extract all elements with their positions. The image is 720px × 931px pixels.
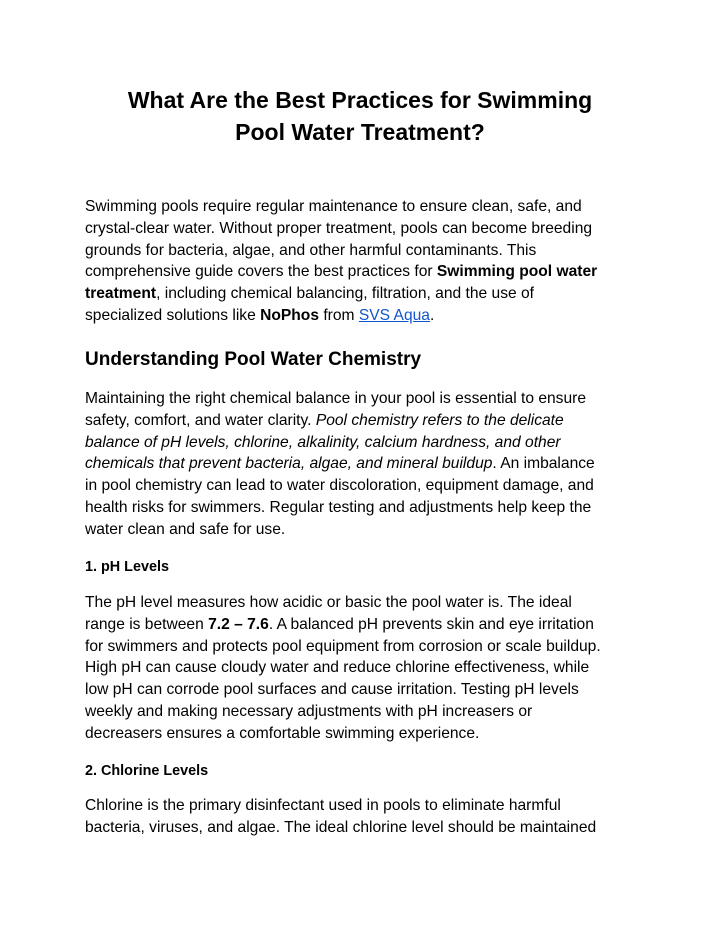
intro-text: specialized solutions like [85,306,261,324]
chemistry-line [85,410,645,432]
ph-line: weekly and making necessary adjustments with pH increasers or [85,702,533,720]
chemistry-line [85,453,645,475]
ph-text: . A balanced pH prevents skin and eye irritation [268,615,594,633]
ph-line [85,614,645,636]
product-name-bold: NoPhos [260,306,320,324]
intro-line [85,283,645,305]
subheading-ph-levels: 1. pH Levels [85,559,169,575]
title-line-2: Pool Water Treatment? [235,119,485,145]
page-title [60,84,660,148]
ph-text: range is between [85,615,209,633]
ph-line: decreasers ensures a comfortable swimming experience. [85,724,480,742]
intro-text: . [429,306,435,324]
intro-line [85,305,645,327]
subheading-chlorine-levels: 2. Chlorine Levels [85,763,209,779]
chlorine-line: bacteria, viruses, and algae. The ideal chlorine level should be maintained [85,818,597,836]
intro-line: grounds for bacteria, algae, and other harmful contaminants. This [85,241,537,259]
chemistry-line: in pool chemistry can lead to water discoloration, equipment damage, and [85,477,594,495]
ph-line: High pH can cause cloudy water and reduce chlorine effectiveness, while [85,659,590,677]
intro-text: from [319,306,359,324]
chemistry-text: . An imbalance [492,455,595,473]
chemistry-line: Maintaining the right chemical balance in your pool is essential to ensure [85,390,587,407]
ph-range-bold: 7.2 – 7.6 [208,615,269,633]
keyword-bold: treatment [85,285,157,303]
svs-aqua-link[interactable]: SVS Aqua [358,306,430,324]
intro-line: crystal-clear water. Without proper treatment, pools can become breeding [85,219,593,237]
chemistry-paragraph [85,388,645,541]
intro-line [85,261,645,283]
ph-line: The pH level measures how acidic or basic the pool water is. The ideal [85,594,572,611]
chemistry-line [85,432,645,454]
definition-italic: chemicals that prevent bacteria, algae, and mineral buildup [85,455,493,473]
ph-paragraph [85,592,645,745]
section-heading-chemistry: Understanding Pool Water Chemistry [85,349,422,370]
chemistry-line: health risks for swimmers. Regular testing and adjustments help keep the [85,498,592,516]
ph-line: low pH can corrode pool surfaces and cause irritation. Testing pH levels [85,681,579,699]
definition-italic: Pool chemistry refers to the delicate [315,411,564,429]
intro-paragraph [85,196,645,327]
intro-line: Swimming pools require regular maintenance to ensure clean, safe, and [85,198,582,215]
chlorine-line: Chlorine is the primary disinfectant used in pools to eliminate harmful [85,797,561,814]
definition-italic: balance of pH levels, chlorine, alkalinity, calcium hardness, and other [85,433,561,451]
chemistry-text: safety, comfort, and water clarity. [85,411,316,429]
chlorine-paragraph [85,795,645,839]
title-line-1: What Are the Best Practices for Swimming [127,87,593,113]
keyword-bold: Swimming pool water [436,263,598,281]
intro-text: comprehensive guide covers the best practices for [85,263,437,281]
intro-text: , including chemical balancing, filtration, and the use of [156,285,535,303]
chemistry-line: water clean and safe for use. [85,520,286,538]
ph-line: for swimmers and protects pool equipment from corrosion or scale buildup. [85,637,601,655]
